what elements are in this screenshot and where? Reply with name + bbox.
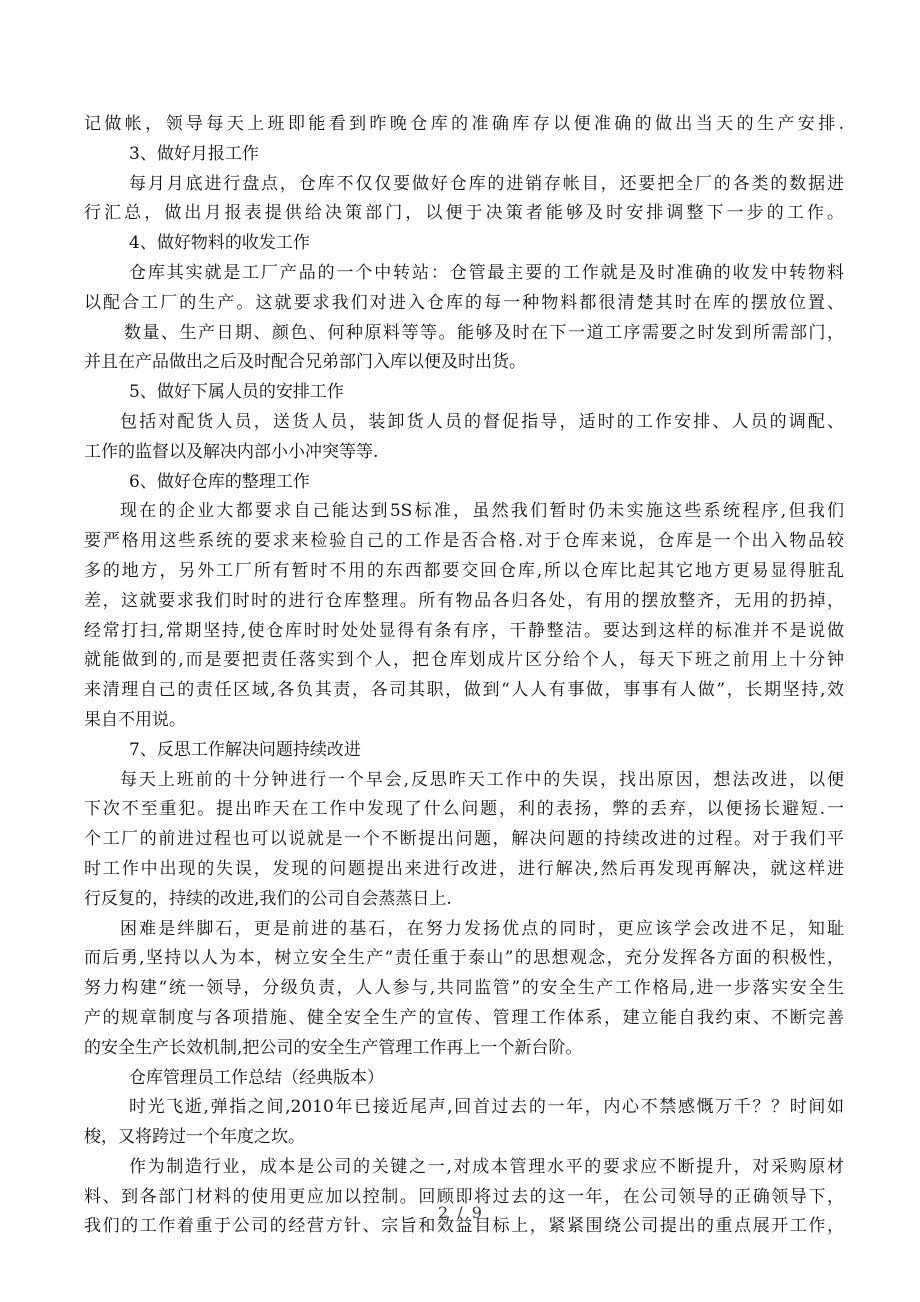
section-heading: 7、反思工作解决问题持续改进 [129, 739, 361, 760]
text-line: 要严格用这些系统的要求来检验自己的工作是否合格.对于仓库来说，仓库是一个出入物品较 [84, 531, 844, 552]
text-line: 每月月底进行盘点，仓库不仅仅要做好仓库的进销存帐目，还要把全厂的各类的数据进 [129, 173, 844, 194]
page-number: 2 / 9 [438, 1203, 482, 1222]
text-line: 产的规章制度与各项措施、健全安全生产的宣传、管理工作体系，建立能自我约束、不断完善 [84, 1007, 844, 1028]
section-heading: 4、做好物料的收发工作 [129, 233, 310, 254]
text-line: 下次不至重犯。提出昨天在工作中发现了什么问题，利的表扬，弊的丢弃，以便扬长避短.一 [84, 799, 844, 820]
text-line: 以配合工厂的生产。这就要求我们对进入仓库的每一种物料都很清楚其时在库的摆放位置、 [84, 292, 844, 313]
section-heading: 3、做好月报工作 [129, 143, 259, 164]
text-line: 作为制造行业，成本是公司的关键之一,对成本管理水平的要求应不断提升，对采购原材 [129, 1156, 844, 1177]
section-heading: 5、做好下属人员的安排工作 [129, 382, 344, 403]
text-line: 差，这就要求我们时时的进行仓库整理。所有物品各归各处，有用的摆放整齐，无用的扔掉， [84, 590, 844, 611]
text-line: 努力构建“统一领导，分级负责，人人参与,共同监管”的安全生产工作格局,进一步落实安全生 [84, 978, 844, 999]
text-line: 多的地方，另外工厂所有暂时不用的东西都要交回仓库,所以仓库比起其它地方更易显得脏乱 [84, 560, 844, 581]
text-line: 数量、生产日期、颜色、何种原料等等。能够及时在下一道工序需要之时发到所需部门， [124, 322, 844, 343]
section-heading: 仓库管理员工作总结（经典版本） [129, 1067, 384, 1088]
text-line: 的安全生产长效机制,把公司的安全生产管理工作再上一个新台阶。 [84, 1037, 583, 1058]
text-line: 经常打扫,常期坚持,使仓库时时处处显得有条有序，干静整洁。要达到这样的标准并不是说做 [84, 620, 844, 641]
text-line: 我们的工作着重于公司的经营方针、宗旨和效益目标上，紧紧围绕公司提出的重点展开工作， [84, 1216, 844, 1237]
text-line: 现在的企业大都要求自己能达到5S标准，虽然我们暂时仍未实施这些系统程序,但我们 [120, 501, 844, 522]
text-line: 果自不用说。 [84, 709, 186, 730]
section-heading: 6、做好仓库的整理工作 [129, 471, 310, 492]
document-body [84, 110, 844, 1242]
text-line: 来清理自己的责任区域,各负其责，各司其职，做到“人人有事做，事事有人做”，长期坚持,效 [84, 680, 844, 701]
text-line: 时工作中出现的失误，发现的问题提出来进行改进，进行解决,然后再发现再解决，就这样进 [84, 858, 844, 879]
text-line: 困难是绊脚石，更是前进的基石，在努力发扬优点的同时，更应该学会改进不足，知耻 [120, 918, 844, 939]
text-line: 每天上班前的十分钟进行一个早会,反思昨天工作中的失误，找出原因，想法改进，以便 [120, 769, 844, 790]
text-line: 而后勇,坚持以人为本，树立安全生产“责任重于泰山”的思想观念，充分发挥各方面的积极性， [84, 948, 844, 969]
text-line: 梭，又将跨过一个年度之坎。 [84, 1127, 305, 1148]
text-line: 行汇总，做出月报表提供给决策部门，以便于决策者能够及时安排调整下一步的工作。 [84, 203, 844, 224]
text-line: 就能做到的,而是要把责任落实到个人，把仓库划成片区分给个人，每天下班之前用上十分钟 [84, 650, 844, 671]
text-line: 工作的监督以及解决内部小小冲突等等. [84, 441, 379, 462]
text-line: 仓库其实就是工厂产品的一个中转站：仓管最主要的工作就是及时准确的收发中转物料 [129, 262, 844, 283]
text-line: 并且在产品做出之后及时配合兄弟部门入库以便及时出货。 [84, 352, 526, 373]
text-line: 料、到各部门材料的使用更应加以控制。回顾即将过去的这一年，在公司领导的正确领导下， [84, 1186, 844, 1207]
text-line: 记做帐，领导每天上班即能看到昨晚仓库的准确库存以便准确的做出当天的生产安排. [84, 114, 844, 134]
text-line: 包括对配货人员，送货人员，装卸货人员的督促指导，适时的工作安排、人员的调配、 [120, 411, 844, 432]
text-line: 行反复的，持续的改进,我们的公司自会蒸蒸日上. [84, 888, 452, 909]
text-line: 时光飞逝,弹指之间,2010年已接近尾声,回首过去的一年，内心不禁感慨万千？？时间如 [129, 1097, 844, 1118]
text-line: 个工厂的前进过程也可以说就是一个不断提出问题，解决问题的持续改进的过程。对于我们平 [84, 829, 844, 850]
